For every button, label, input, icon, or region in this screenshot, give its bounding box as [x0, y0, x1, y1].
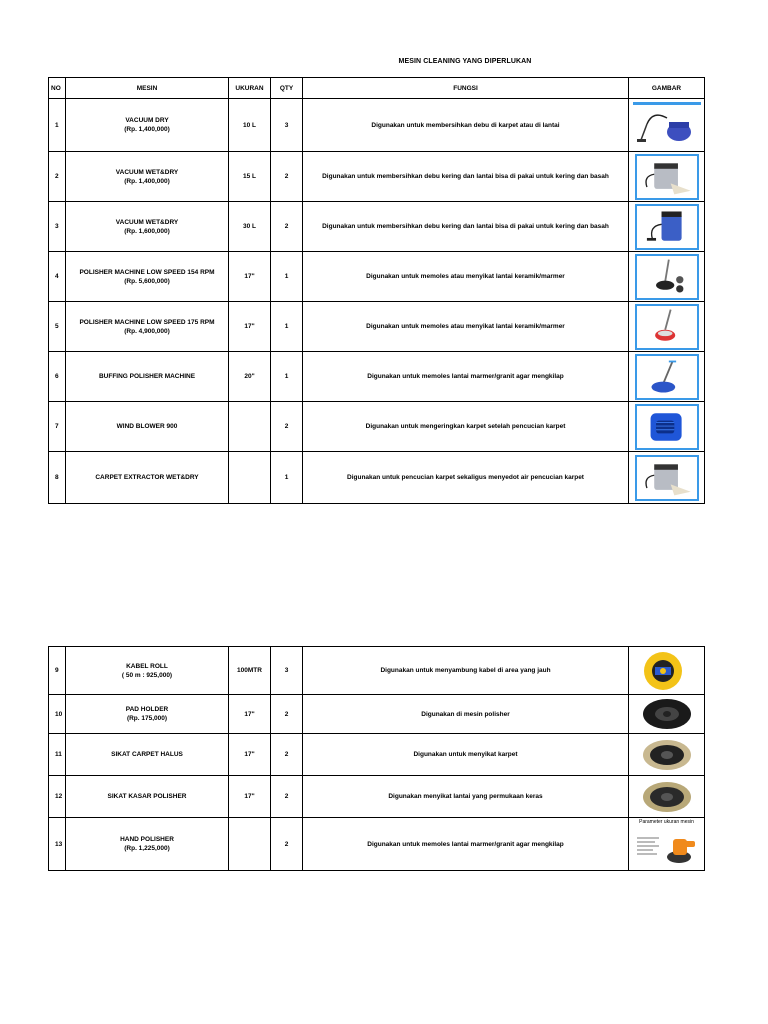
machine-name: SIKAT CARPET HALUS [111, 751, 183, 758]
cell-gambar [629, 734, 705, 776]
table-row [49, 352, 705, 402]
cell-no: 4 [49, 252, 66, 302]
vacuum-wet-dry-30l-image [635, 204, 699, 250]
cell-no: 6 [49, 352, 66, 402]
cell-no: 5 [49, 302, 66, 352]
cell-mesin [66, 402, 229, 452]
cell-gambar [629, 695, 705, 734]
machine-table-2 [48, 646, 705, 871]
cell-mesin [66, 352, 229, 402]
cell-no: 11 [49, 734, 66, 776]
cell-mesin [66, 776, 229, 818]
cell-gambar [629, 152, 705, 202]
cell-fungsi: Digunakan di mesin polisher [303, 695, 629, 734]
buffing-polisher-image [635, 354, 699, 400]
machine-price: (Rp. 1,600,000) [124, 227, 170, 235]
polisher-175-image [635, 304, 699, 350]
cell-qty: 2 [271, 402, 303, 452]
cell-mesin [66, 252, 229, 302]
cell-mesin [66, 202, 229, 252]
cell-qty: 1 [271, 252, 303, 302]
cell-no: 7 [49, 402, 66, 452]
machine-name: POLISHER MACHINE LOW SPEED 175 RPM [79, 318, 215, 326]
vacuum-wet-dry-image [635, 154, 699, 200]
cell-fungsi: Digunakan untuk menyambung kabel di area yang jauh [303, 647, 629, 695]
table-row [49, 202, 705, 252]
cell-gambar [629, 402, 705, 452]
machine-name: WIND BLOWER 900 [116, 423, 178, 430]
machine-price: (Rp. 1,400,000) [124, 177, 170, 185]
machine-price: (Rp. 5,600,000) [124, 277, 170, 285]
wind-blower-image [635, 404, 699, 450]
machine-name: SIKAT KASAR POLISHER [107, 793, 187, 800]
cell-ukuran: 15 L [229, 152, 271, 202]
cable-reel-image [635, 650, 699, 692]
cell-ukuran [229, 402, 271, 452]
cell-qty: 2 [271, 152, 303, 202]
carpet-brush-image [638, 737, 696, 773]
machine-price: (Rp. 1,400,000) [124, 126, 170, 133]
cell-mesin [66, 302, 229, 352]
table-row [49, 99, 705, 152]
cell-ukuran [229, 452, 271, 504]
machine-name: VACUUM WET&DRY [115, 218, 179, 226]
header-mesin: MESIN [66, 78, 229, 99]
cell-ukuran: 17" [229, 776, 271, 818]
hand-polisher-image [635, 825, 699, 869]
header-fungsi: FUNGSI [303, 78, 629, 99]
cell-qty: 2 [271, 818, 303, 871]
pad-holder-image [638, 696, 696, 732]
machine-name: HAND POLISHER [120, 836, 174, 843]
cell-fungsi: Digunakan untuk membersihkan debu di karpet atau di lantai [303, 99, 629, 152]
cell-ukuran: 30 L [229, 202, 271, 252]
table-row [49, 734, 705, 776]
cell-fungsi: Digunakan menyikat lantai yang permukaan keras [303, 776, 629, 818]
image-caption: Parameter ukuran mesin [639, 819, 694, 825]
cell-ukuran: 17" [229, 734, 271, 776]
machine-price: ( 50 m : 925,000) [121, 671, 173, 679]
carpet-extractor-image [635, 455, 699, 501]
cell-no: 3 [49, 202, 66, 252]
coarse-brush-image [638, 779, 696, 815]
table-row [49, 776, 705, 818]
cell-fungsi: Digunakan untuk membersihkan debu kering dan lantai bisa di pakai untuk kering dan basah [303, 152, 629, 202]
header-no: NO [49, 78, 66, 99]
cell-fungsi: Digunakan untuk pencucian karpet sekaligus menyedot air pencucian karpet [303, 452, 629, 504]
cell-gambar [629, 202, 705, 252]
machine-price: (Rp. 4,900,000) [124, 327, 170, 335]
header-ukuran: UKURAN [229, 78, 271, 99]
header-gambar: GAMBAR [629, 78, 705, 99]
cell-qty: 2 [271, 202, 303, 252]
cell-qty: 3 [271, 647, 303, 695]
cell-fungsi: Digunakan untuk memoles atau menyikat lantai keramik/marmer [303, 302, 629, 352]
cell-fungsi: Digunakan untuk memoles lantai marmer/granit agar mengkilap [303, 818, 629, 871]
cell-fungsi: Digunakan untuk membersihkan debu kering dan lantai bisa di pakai untuk kering dan basah [303, 202, 629, 252]
header-row [49, 78, 705, 99]
cell-gambar [629, 252, 705, 302]
cell-no: 8 [49, 452, 66, 504]
cell-no: 9 [49, 647, 66, 695]
cell-qty: 2 [271, 695, 303, 734]
cell-mesin [66, 695, 229, 734]
cell-gambar [629, 99, 705, 152]
cell-ukuran: 10 L [229, 99, 271, 152]
cell-gambar [629, 302, 705, 352]
cell-qty: 1 [271, 352, 303, 402]
table-row [49, 152, 705, 202]
machine-price: (Rp. 1,225,000) [124, 845, 170, 852]
page-title: MESIN CLEANING YANG DIPERLUKAN [398, 58, 532, 65]
cell-gambar [629, 818, 705, 871]
machine-name: POLISHER MACHINE LOW SPEED 154 RPM [79, 268, 215, 276]
cell-ukuran: 17" [229, 695, 271, 734]
cell-gambar [629, 647, 705, 695]
table-row [49, 647, 705, 695]
cell-qty: 1 [271, 302, 303, 352]
cell-mesin [66, 734, 229, 776]
table-row [49, 402, 705, 452]
table-row [49, 452, 705, 504]
machine-table-1 [48, 77, 705, 504]
cell-mesin [66, 647, 229, 695]
machine-price: (Rp. 175,000) [126, 715, 168, 722]
cell-gambar [629, 352, 705, 402]
cell-ukuran: 20" [229, 352, 271, 402]
cell-fungsi: Digunakan untuk memoles atau menyikat lantai keramik/marmer [303, 252, 629, 302]
cell-mesin [66, 818, 229, 871]
cell-qty: 3 [271, 99, 303, 152]
cell-ukuran: 17" [229, 252, 271, 302]
cell-mesin [66, 99, 229, 152]
machine-name: VACUUM WET&DRY [115, 168, 179, 176]
table-row [49, 695, 705, 734]
cell-no: 2 [49, 152, 66, 202]
polisher-154-image [635, 254, 699, 300]
cell-fungsi: Digunakan untuk mengeringkan karpet setelah pencucian karpet [303, 402, 629, 452]
cell-ukuran: 100MTR [229, 647, 271, 695]
cell-mesin [66, 452, 229, 504]
cell-no: 12 [49, 776, 66, 818]
cell-gambar [629, 776, 705, 818]
cell-no: 13 [49, 818, 66, 871]
cell-fungsi: Digunakan untuk menyikat karpet [303, 734, 629, 776]
cell-ukuran: 17" [229, 302, 271, 352]
cell-qty: 1 [271, 452, 303, 504]
cell-gambar [629, 452, 705, 504]
cell-qty: 2 [271, 776, 303, 818]
cell-ukuran [229, 818, 271, 871]
machine-name: KABEL ROLL [126, 662, 168, 670]
machine-name: BUFFING POLISHER MACHINE [98, 373, 196, 380]
cell-no: 1 [49, 99, 66, 152]
machine-name: CARPET EXTRACTOR WET&DRY [95, 474, 199, 481]
cell-fungsi: Digunakan untuk memoles lantai marmer/granit agar mengkilap [303, 352, 629, 402]
vacuum-dry-image [633, 102, 701, 148]
cell-no: 10 [49, 695, 66, 734]
table-row [49, 252, 705, 302]
table-row [49, 302, 705, 352]
cell-qty: 2 [271, 734, 303, 776]
header-qty: QTY [271, 78, 303, 99]
table-row [49, 818, 705, 871]
machine-name: PAD HOLDER [125, 706, 169, 713]
machine-name: VACUUM DRY [125, 117, 169, 124]
cell-mesin [66, 152, 229, 202]
